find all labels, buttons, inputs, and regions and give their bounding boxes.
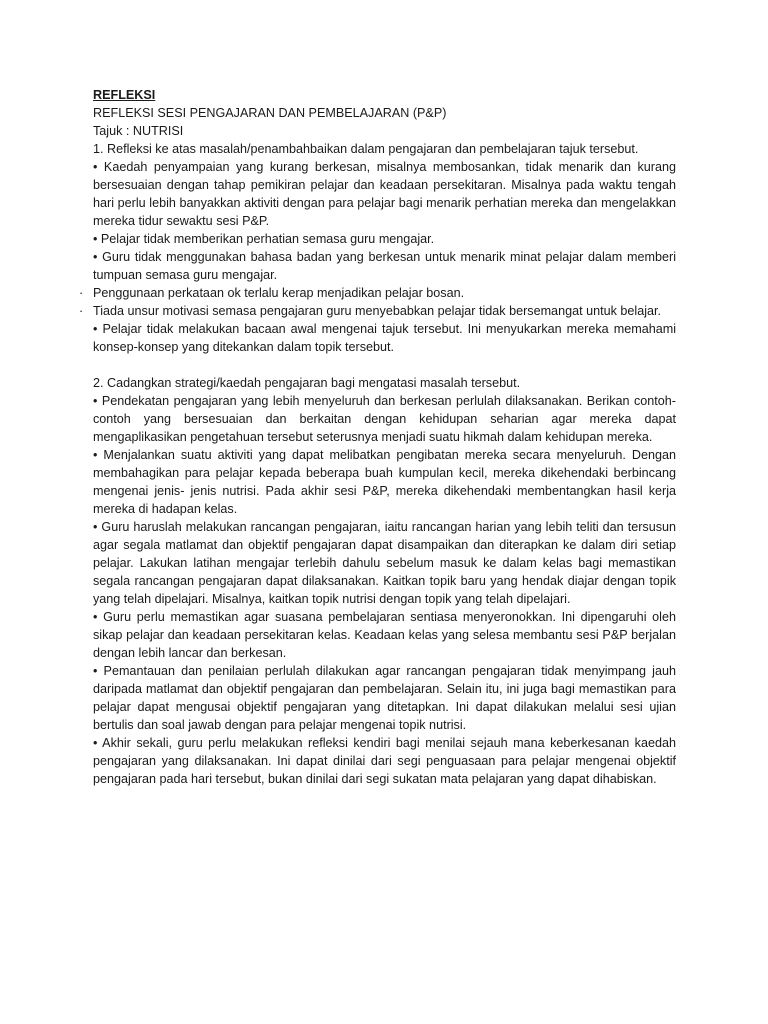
section-2-item: • Akhir sekali, guru perlu melakukan refleksi kendiri bagi menilai sejauh mana keberkesanan kaedah pengajaran yang dilaksanakan. Ini dapat dinilai dari segi penguasaan para pelajar mengenai objektif pengajaran pada hari tersebut, bukan dinilai dari segi sukatan mata pelajaran yang dapat dihabiskan.: [93, 736, 676, 786]
section-1-item: • Pelajar tidak melakukan bacaan awal mengenai tajuk tersebut. Ini menyukarkan mereka memahami konsep-konsep yang ditekankan dalam topik tersebut.: [93, 322, 676, 354]
document-heading: REFLEKSI: [93, 88, 156, 102]
section-2-title: 2. Cadangkan strategi/kaedah pengajaran bagi mengatasi masalah tersebut.: [93, 376, 521, 390]
section-1-item: • Pelajar tidak memberikan perhatian semasa guru mengajar.: [93, 232, 435, 246]
section-2-item: • Guru haruslah melakukan rancangan pengajaran, iaitu rancangan harian yang lebih teliti dan tersusun agar segala matlamat dan objektif pengajaran dapat disampaikan dan diterapkan ke dalam diri setiap pelajar. Lakukan latihan mengajar terlebih dahulu sebelum masuk ke dalam kelas bagi memastikan segala rancangan pengajaran dapat dilaksanakan. Kaitkan topik baru yang hendak diajar dengan topik yang telah dipelajari. Misalnya, kaitkan topik nutrisi dengan topik yang telah dipelajari.: [93, 520, 676, 606]
section-2-item: • Pendekatan pengajaran yang lebih menyeluruh dan berkesan perlulah dilaksanakan. Berikan contoh-contoh yang bersesuaian dan berkaitan dengan kehidupan seharian agar mereka dapat mengaplikasikan pengetahuan tersebut seterusnya menjadi suatu hikmah dalam kehidupan mereka.: [93, 394, 676, 444]
section-1-item: • Guru tidak menggunakan bahasa badan yang berkesan untuk menarik minat pelajar dalam memberi tumpuan semasa guru mengajar.: [93, 250, 676, 282]
bullet-mark: ·: [79, 286, 84, 300]
section-1-outdent-item: [79, 302, 676, 320]
section-2-item: • Guru perlu memastikan agar suasana pembelajaran sentiasa menyeronokkan. Ini dipengaruhi oleh sikap pelajar dan keadaan persekitaran kelas. Keadaan kelas yang selesa membantu sesi P&P berjalan dengan lebih lancar dan berkesan.: [93, 610, 676, 660]
section-1-outdent-text: Penggunaan perkataan ok terlalu kerap menjadikan pelajar bosan.: [93, 286, 465, 300]
section-2-item: • Pemantauan dan penilaian perlulah dilakukan agar rancangan pengajaran tidak menyimpang jauh daripada matlamat dan objektif pengajaran dan pembelajaran. Selain itu, ini juga bagi memastikan para pelajar dapat mengusai objektif pengajaran yang ditetapkan. Ini dapat dilakukan melalui sesi ujian bertulis dan soal jawab dengan para pelajar mengenai topik nutrisi.: [93, 664, 676, 732]
section-spacer: [93, 356, 676, 374]
section-1-outdent-item: [79, 284, 676, 302]
bullet-mark: ·: [79, 304, 84, 318]
section-2-item: • Menjalankan suatu aktiviti yang dapat melibatkan pengibatan mereka secara menyeluruh. Dengan membahagikan para pelajar kepada beberapa buah kumpulan kecil, mereka dikehendaki berbincang mengenai jenis- jenis nutrisi. Pada akhir sesi P&P, mereka dikehendaki membentangkan hasil kerja mereka di hadapan kelas.: [93, 448, 676, 516]
document-topic: Tajuk : NUTRISI: [93, 124, 184, 138]
document-body: [79, 86, 676, 788]
section-1-title: 1. Refleksi ke atas masalah/penambahbaikan dalam pengajaran dan pembelajaran tajuk tersebut.: [93, 142, 639, 156]
section-1-item: • Kaedah penyampaian yang kurang berkesan, misalnya membosankan, tidak menarik dan kurang bersesuaian dengan tahap pemikiran pelajar dan keadaan persekitaran. Misalnya pada waktu tengah hari perlu lebih banyakkan aktiviti dengan para pelajar bagi menarik perhatian mereka dan mengelakkan mereka tidur sewaktu sesi P&P.: [93, 160, 676, 228]
section-1-outdent-text: Tiada unsur motivasi semasa pengajaran guru menyebabkan pelajar tidak bersemangat untuk belajar.: [93, 304, 661, 318]
document-subtitle: REFLEKSI SESI PENGAJARAN DAN PEMBELAJARAN (P&P): [93, 106, 447, 120]
